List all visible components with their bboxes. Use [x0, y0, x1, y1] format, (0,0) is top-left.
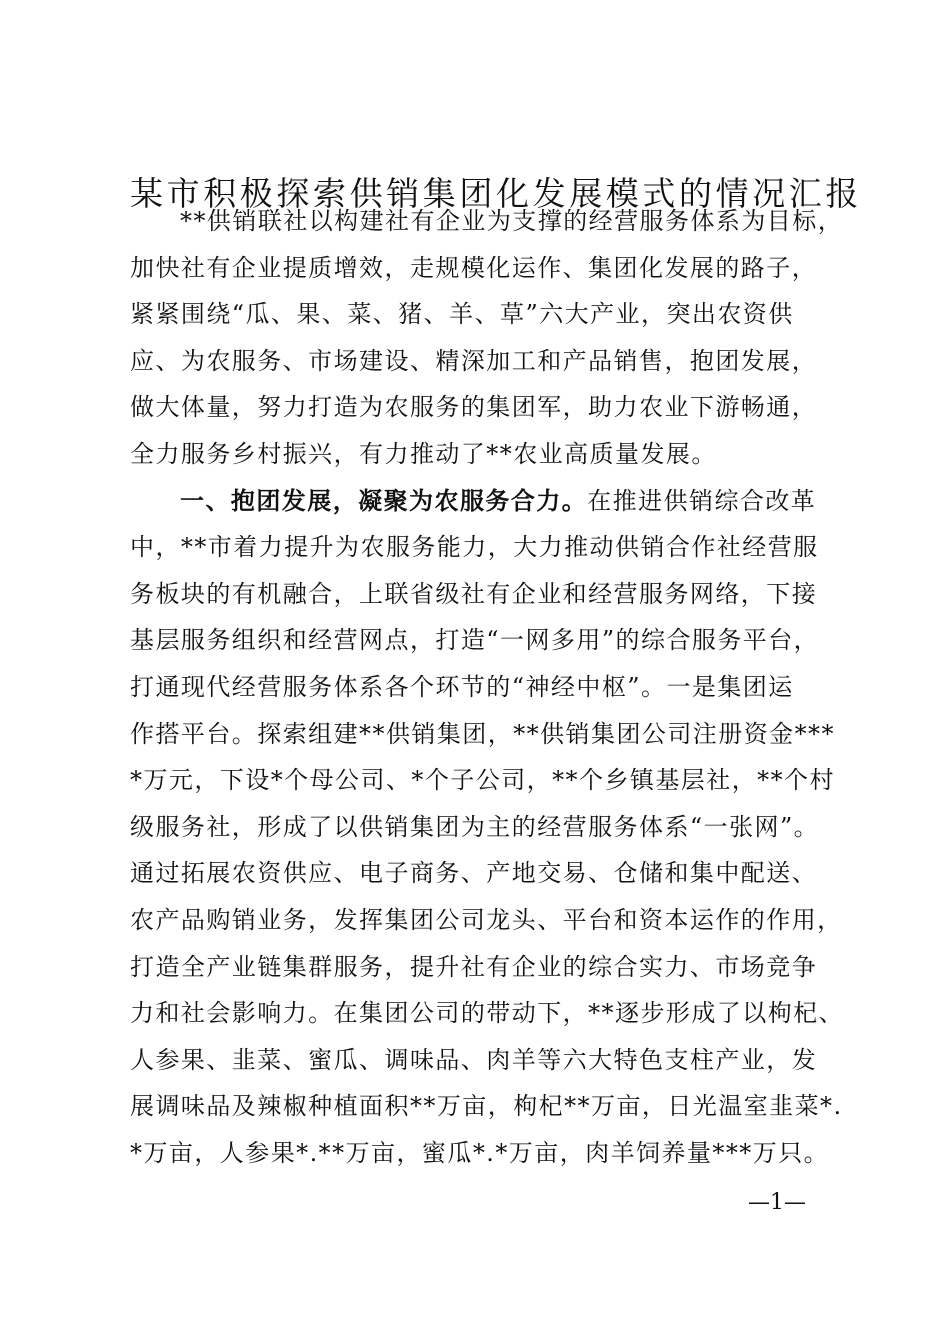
- paragraph-line: 应、为农服务、市场建设、精深加工和产品销售，抱团发展，: [130, 346, 818, 375]
- paragraph-line: 人参果、韭菜、蜜瓜、调味品、肉羊等六大特色支柱产业，发: [130, 1045, 818, 1074]
- paragraph-line: 打通现代经营服务体系各个环节的“神经中枢”。一是集团运: [130, 672, 794, 701]
- paragraph-line: 展调味品及辣椒种植面积**万亩，枸杞**万亩，日光温室韭菜*.: [130, 1092, 843, 1121]
- paragraph-line: 加快社有企业提质增效，走规模化运作、集团化发展的路子，: [130, 253, 818, 282]
- paragraph-line: 级服务社，形成了以供销集团为主的经营服务体系“一张网”。: [130, 812, 820, 841]
- paragraph-line: 紧紧围绕“瓜、果、菜、猪、羊、草”六大产业，突出农资供: [130, 300, 794, 329]
- page-number: —1—: [748, 1190, 806, 1215]
- paragraph-line: 作搭平台。探索组建**供销集团，**供销集团公司注册资金***: [130, 719, 835, 748]
- paragraph-line: *万亩，人参果*.**万亩，蜜瓜*.*万亩，肉羊饲养量***万只。: [130, 1138, 830, 1167]
- paragraph-line: 务板块的有机融合，上联省级社有企业和经营服务网络，下接: [130, 579, 818, 608]
- section-first-line: [130, 478, 844, 525]
- paragraph-line: 全力服务乡村振兴，有力推动了**农业高质量发展。: [130, 439, 717, 468]
- paragraph-line: 基层服务组织和经营网点，打造“一网多用”的综合服务平台，: [130, 626, 820, 655]
- paragraph-line: 农产品购销业务，发挥集团公司龙头、平台和资本运作的作用，: [130, 905, 843, 934]
- section-text: 在推进供销综合改革: [587, 486, 817, 515]
- section-heading: 一、抱团发展，凝聚为农服务合力。: [180, 485, 588, 515]
- paragraph-line: **供销联社以构建社有企业为支撑的经营服务体系为目标，: [180, 207, 844, 235]
- paragraph-line: 中，**市着力提升为农服务能力，大力推动供销合作社经营服: [130, 533, 819, 562]
- paragraph-line: 力和社会影响力。在集团公司的带动下，**逐步形成了以枸杞、: [130, 999, 845, 1028]
- paragraph-line: 打造全产业链集群服务，提升社有企业的综合实力、市场竞争: [130, 952, 818, 981]
- paragraph-line: 做大体量，努力打造为农服务的集团军，助力农业下游畅通，: [130, 393, 818, 422]
- document-title: 某市积极探索供销集团化发展模式的情况汇报: [130, 174, 862, 213]
- paragraph-line: 通过拓展农资供应、电子商务、产地交易、仓储和集中配送、: [130, 859, 818, 888]
- paragraph-line: *万元，下设*个母公司、*个子公司，**个乡镇基层社，**个村: [130, 766, 835, 795]
- document-body: [130, 198, 844, 1176]
